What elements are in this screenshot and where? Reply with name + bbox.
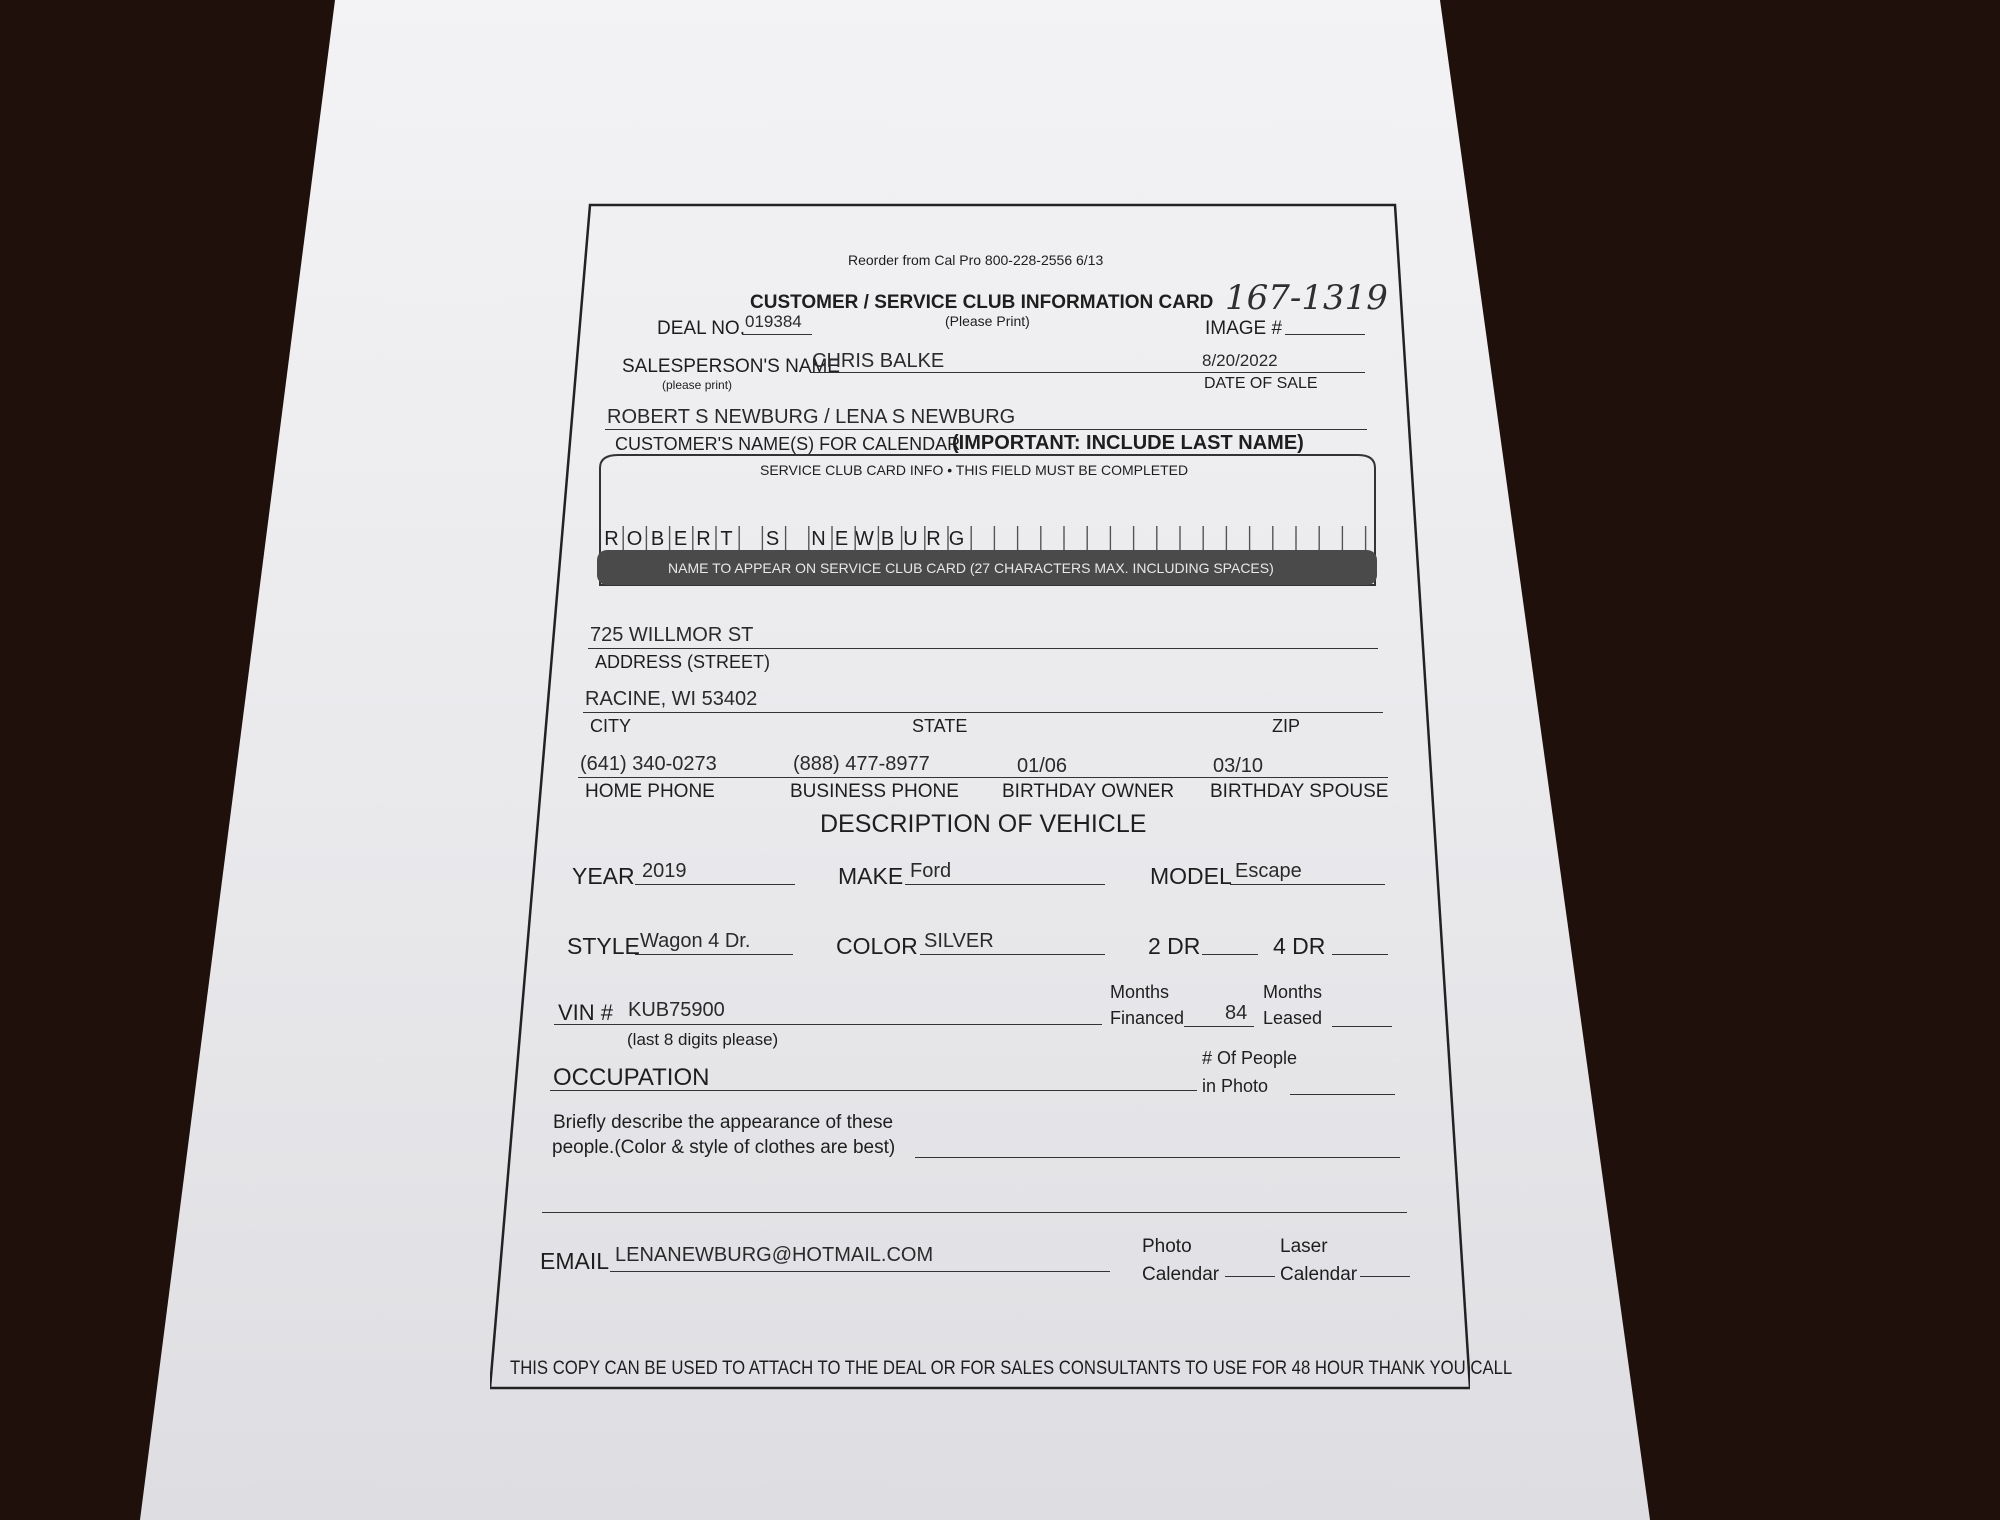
- customer-names-label: CUSTOMER'S NAME(S) FOR CALENDAR: [615, 434, 961, 454]
- birthday-owner-value: 01/06: [1017, 755, 1068, 777]
- financed-label: Financed: [1110, 1008, 1185, 1028]
- laser-calendar-label-2: Calendar: [1280, 1264, 1358, 1285]
- card-char: B: [880, 528, 895, 550]
- address-label: ADDRESS (STREET): [595, 652, 771, 672]
- birthday-spouse-label: BIRTHDAY SPOUSE: [1210, 781, 1389, 802]
- card-char: U: [903, 528, 918, 550]
- vehicle-heading: DESCRIPTION OF VEHICLE: [820, 810, 1147, 838]
- card-char: T: [720, 528, 733, 550]
- state-label: STATE: [912, 716, 968, 736]
- photo-calendar-label-2: Calendar: [1142, 1264, 1220, 1285]
- card-char: R: [696, 528, 711, 550]
- card-char: E: [834, 528, 849, 550]
- card-char: S: [765, 528, 780, 550]
- card-name-note: NAME TO APPEAR ON SERVICE CLUB CARD (27 CHARACTERS MAX. INCLUDING SPACES): [668, 560, 1274, 576]
- months-financed-label: Months: [1110, 982, 1170, 1002]
- vin-label: VIN #: [558, 1000, 614, 1025]
- salesperson-label: SALESPERSON'S NAME: [622, 356, 840, 377]
- salesperson-sub-label: (please print): [662, 378, 733, 392]
- email-label: EMAIL: [540, 1248, 610, 1274]
- card-char: W: [855, 528, 874, 550]
- city-label: CITY: [590, 716, 632, 736]
- card-char: R: [926, 528, 941, 550]
- character-tick-marks: [600, 518, 1375, 550]
- birthday-spouse-value: 03/10: [1213, 755, 1264, 777]
- business-phone-label: BUSINESS PHONE: [790, 781, 959, 802]
- card-char: B: [650, 528, 665, 550]
- style-label: STYLE: [567, 933, 640, 959]
- vin-value: KUB75900: [628, 999, 725, 1021]
- deal-no-label: DEAL NO.: [657, 318, 745, 339]
- home-phone-value: (641) 340-0273: [580, 753, 717, 775]
- make-value: Ford: [910, 860, 952, 882]
- make-label: MAKE: [838, 863, 904, 889]
- please-print-note: (Please Print): [945, 313, 1030, 329]
- birthday-owner-label: BIRTHDAY OWNER: [1002, 781, 1175, 802]
- describe-line-2: people.(Color & style of clothes are best): [552, 1137, 896, 1158]
- information-card-form: [490, 200, 1513, 1390]
- home-phone-label: HOME PHONE: [585, 781, 715, 802]
- two-door-label: 2 DR: [1148, 933, 1201, 959]
- date-of-sale-value: 8/20/2022: [1202, 351, 1278, 370]
- color-label: COLOR: [836, 933, 918, 959]
- card-char: O: [626, 528, 643, 550]
- card-char: N: [811, 528, 826, 550]
- months-financed-value: 84: [1225, 1002, 1248, 1024]
- handwritten-reference: 167-1319: [1225, 278, 1388, 318]
- important-note: (IMPORTANT: INCLUDE LAST NAME): [952, 432, 1304, 454]
- vin-note: (last 8 digits please): [627, 1030, 779, 1049]
- salesperson-value: CHRIS BALKE: [812, 350, 945, 372]
- people-in-photo-label-1: # Of People: [1202, 1048, 1298, 1068]
- customer-names-value: ROBERT S NEWBURG / LENA S NEWBURG: [607, 406, 1016, 428]
- year-label: YEAR: [572, 863, 635, 889]
- date-of-sale-label: DATE OF SALE: [1204, 375, 1318, 392]
- card-char: G: [948, 528, 965, 550]
- people-in-photo-label-2: in Photo: [1202, 1076, 1269, 1096]
- describe-line-1: Briefly describe the appearance of these: [553, 1112, 894, 1133]
- card-char: E: [673, 528, 688, 550]
- color-value: SILVER: [924, 930, 994, 952]
- model-label: MODEL: [1150, 863, 1232, 889]
- city-state-zip-value: RACINE, WI 53402: [585, 688, 758, 710]
- photo-calendar-label-1: Photo: [1142, 1236, 1192, 1257]
- laser-calendar-label-1: Laser: [1280, 1236, 1328, 1257]
- deal-no-value: 019384: [745, 312, 802, 331]
- card-char: R: [604, 528, 619, 550]
- reorder-line: Reorder from Cal Pro 800-228-2556 6/13: [848, 252, 1104, 268]
- footer-note: THIS COPY CAN BE USED TO ATTACH TO THE DEAL OR FOR SALES CONSULTANTS TO USE FOR 48 HOUR THANK YOU CALL: [510, 1358, 1513, 1379]
- year-value: 2019: [642, 860, 687, 882]
- style-value: Wagon 4 Dr.: [640, 930, 751, 952]
- service-club-info-label: SERVICE CLUB CARD INFO • THIS FIELD MUST BE COMPLETED: [760, 462, 1189, 478]
- form-title: CUSTOMER / SERVICE CLUB INFORMATION CARD: [750, 292, 1214, 313]
- email-value: LENANEWBURG@HOTMAIL.COM: [615, 1244, 934, 1266]
- leased-label: Leased: [1263, 1008, 1323, 1028]
- business-phone-value: (888) 477-8977: [793, 753, 930, 775]
- four-door-label: 4 DR: [1273, 933, 1326, 959]
- zip-label: ZIP: [1272, 716, 1301, 736]
- months-leased-label: Months: [1263, 982, 1323, 1002]
- address-value: 725 WILLMOR ST: [590, 624, 754, 646]
- model-value: Escape: [1235, 860, 1302, 882]
- occupation-label: OCCUPATION: [553, 1064, 710, 1091]
- image-label: IMAGE #: [1205, 318, 1283, 339]
